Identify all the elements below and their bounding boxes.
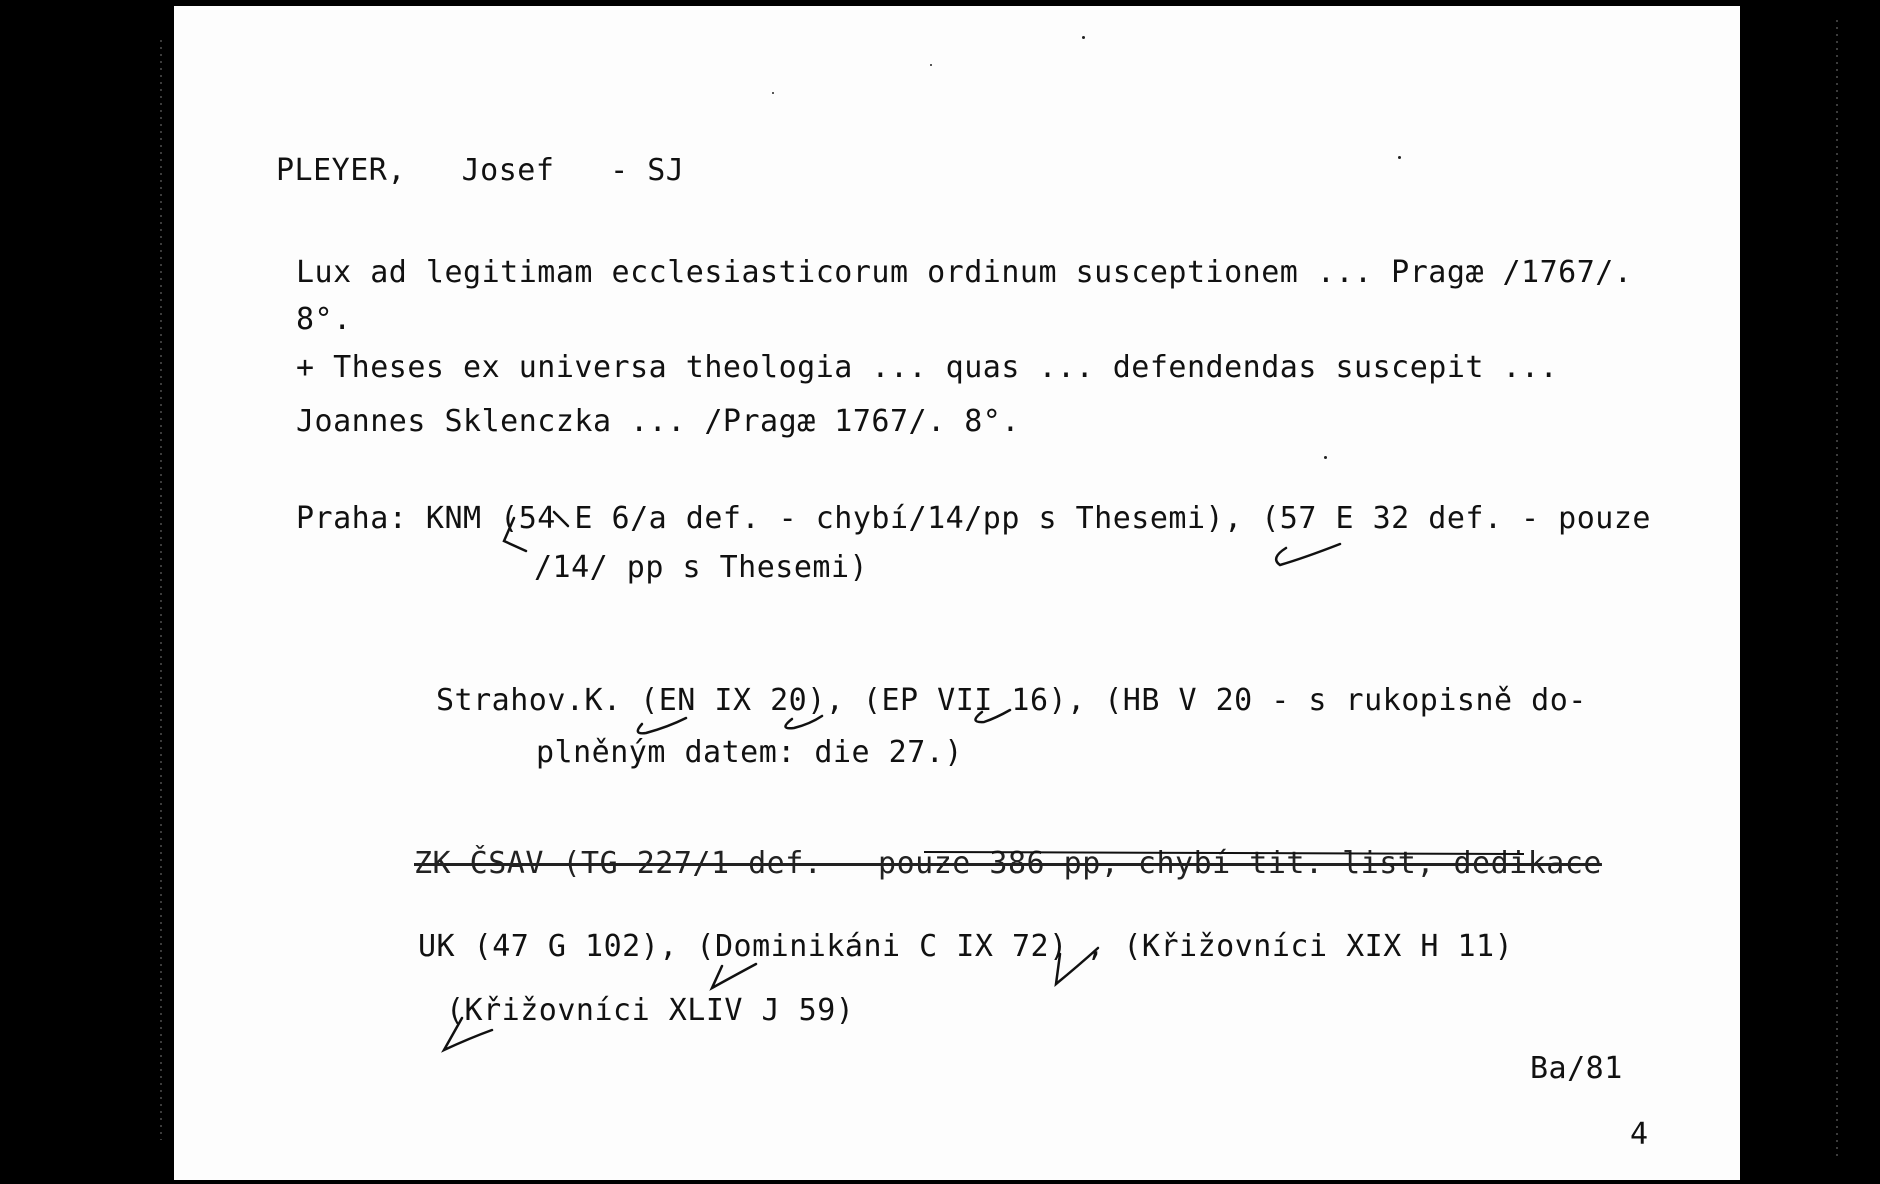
holding-praha-line-1: Praha: KNM (54 E 6/a def. - chybí/14/pp s Thesemi), (57 E 32 def. - pouze <box>296 501 1651 536</box>
title-line-4: Joannes Sklenczka ... /Pragæ 1767/. 8°. <box>296 404 1020 439</box>
holding-struck-out: ZK ČSAV (TG 227/1 def. - pouze 386 pp, chybí tit. list, dedikace <box>414 846 1602 881</box>
check-mark-icon <box>638 718 686 733</box>
page-number: 4 <box>1630 1117 1649 1152</box>
title-line-1: Lux ad legitimam ecclesiasticorum ordinum susceptionem ... Pragæ /1767/. <box>296 255 1633 290</box>
scan-speck <box>1324 456 1327 459</box>
scan-edge-noise-right <box>1836 20 1838 1160</box>
check-mark-icon <box>1276 544 1340 565</box>
holding-uk-line-1: UK (47 G 102), (Dominikáni C IX 72) , (Křižovníci XIX H 11) <box>418 929 1514 964</box>
author-heading: PLEYER, Josef - SJ <box>276 153 685 188</box>
scan-edge-noise-left <box>160 40 162 1140</box>
scan-speck <box>1082 36 1085 39</box>
title-line-2: 8°. <box>296 302 352 337</box>
holding-strahov-line-2: plněným datem: die 27.) <box>536 735 963 770</box>
scan-speck <box>1398 156 1401 159</box>
holding-strahov-line-1: Strahov.K. (EN IX 20), (EP VII 16), (HB V 20 - s rukopisně do- <box>436 683 1587 718</box>
holding-praha-line-2: /14/ pp s Thesemi) <box>534 550 869 585</box>
holding-uk-line-2: (Křižovníci XLIV J 59) <box>446 993 855 1028</box>
scan-speck <box>772 92 774 94</box>
cataloger-signature: Ba/81 <box>1530 1051 1623 1086</box>
scan-speck <box>930 64 932 66</box>
check-mark-icon <box>712 964 756 988</box>
catalog-card <box>174 6 1740 1180</box>
title-line-3: + Theses ex universa theologia ... quas ... defendendas suscepit ... <box>296 350 1559 385</box>
